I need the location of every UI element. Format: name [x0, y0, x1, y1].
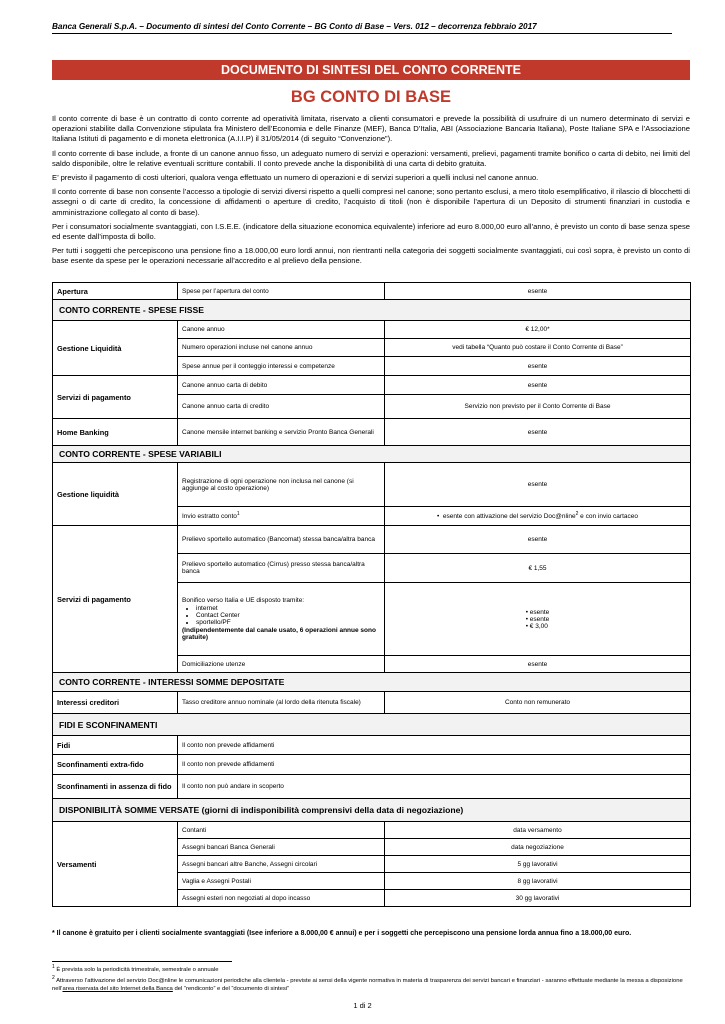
- row-desc: Canone annuo: [178, 321, 385, 339]
- row-value: esente: [385, 656, 691, 673]
- row-desc: Invio estratto conto$^1$: [178, 507, 385, 526]
- main-title: BG CONTO DI BASE: [290, 88, 452, 106]
- table-row: [53, 419, 691, 446]
- row-label: Sconfinamenti in assenza di fido: [53, 775, 178, 799]
- section-header: CONTO CORRENTE - INTERESSI SOMME DEPOSITATE: [53, 673, 691, 692]
- row-desc: Contanti: [178, 822, 385, 839]
- row-desc: Spese per l’apertura del conto: [178, 283, 385, 300]
- row-desc: Il conto non prevede affidamenti: [178, 736, 691, 755]
- row-desc: Assegni esteri non negoziati al dopo incasso: [178, 890, 385, 907]
- section-header: CONTO CORRENTE - SPESE VARIABILI: [53, 446, 691, 463]
- row-label: Home Banking: [53, 419, 178, 446]
- reserved-area-link[interactable]: area riservata del sito Internet della Banca: [62, 985, 173, 992]
- row-value: € 12,00*: [385, 321, 691, 339]
- canone-note: * Il canone è gratuito per i clienti socialmente svantaggiati (Isee inferiore a 8.000,00 € annui) e per i soggetti che percepiscono una pensione lorda annua fino a 18.000,00 euro.: [52, 930, 632, 937]
- intro-paragraph: Il conto corrente di base è un contratto di conto corrente ad operatività limitata, riservato a clienti consumatori e prevede la possibilità di usufruire di un numero determinato di servizi e operazioni stabilite dalla Convenzione stipulata fra Ministero dell’Economia e delle Finanze (MEF), Banca D’Italia, ABI (Associazione Bancaria Italiana), Poste Italiane SPA e l’Associazione Italiana Istituti di pagamento e di moneta elettronica (A.I.I.P) il 31/05/2014 (di seguito “Convenzione”).: [52, 114, 690, 144]
- row-desc: Il conto non prevede affidamenti: [178, 755, 691, 775]
- table-row: [53, 283, 691, 300]
- row-value: • esente con attivazione del servizio Doc@nline$^2$ e con invio cartaceo: [385, 507, 691, 526]
- row-value: € 1,55: [385, 554, 691, 583]
- row-desc: Prelievo sportello automatico (Cirrus) presso stessa banca/altra banca: [178, 554, 385, 583]
- row-value: • esente • esente • € 3,00: [385, 583, 691, 656]
- table-row: [53, 775, 691, 799]
- row-desc: Assegni bancari Banca Generali: [178, 839, 385, 856]
- table-row: [53, 526, 691, 554]
- row-value: esente: [385, 376, 691, 395]
- table-row: [53, 822, 691, 839]
- row-value: 5 gg lavorativi: [385, 856, 691, 873]
- table-row: [53, 321, 691, 339]
- row-desc: Bonifico verso Italia e UE disposto tramite: • internet • Contact Center • sportello/PF (Indipendentemente dal canale usato, 6 operazioni annue sono gratuite): [178, 583, 385, 656]
- row-desc: Prelievo sportello automatico (Bancomat) stessa banca/altra banca: [178, 526, 385, 554]
- row-value: Servizio non previsto per il Conto Corrente di Base: [385, 395, 691, 419]
- intro-paragraph: E’ previsto il pagamento di costi ulteriori, qualora venga effettuato un numero di operazioni e di servizi superiori a quelli inclusi nel canone annuo.: [52, 173, 539, 183]
- row-value: esente: [385, 357, 691, 376]
- row-value: vedi tabella “Quanto può costare il Conto Corrente di Base”: [385, 339, 691, 357]
- row-value: Conto non remunerato: [385, 692, 691, 714]
- footnote-divider: [52, 961, 232, 962]
- row-desc: Numero operazioni incluse nel canone annuo: [178, 339, 385, 357]
- row-label: Apertura: [53, 283, 178, 300]
- row-value: esente: [385, 526, 691, 554]
- row-value: 8 gg lavorativi: [385, 873, 691, 890]
- row-desc: Canone annuo carta di credito: [178, 395, 385, 419]
- banner-title: DOCUMENTO DI SINTESI DEL CONTO CORRENTE: [52, 60, 690, 80]
- row-label: Versamenti: [53, 822, 178, 907]
- row-desc: Registrazione di ogni operazione non inclusa nel canone (si aggiunge al costo operazione): [178, 463, 385, 507]
- section-header: DISPONIBILITÀ SOMME VERSATE (giorni di indisponibilità comprensivi della data di negoziazione): [53, 799, 691, 822]
- row-desc: Spese annue per il conteggio interessi e competenze: [178, 357, 385, 376]
- row-desc: Canone mensile internet banking e servizio Pronto Banca Generali: [178, 419, 385, 446]
- table-row: [53, 463, 691, 507]
- row-value: esente: [385, 419, 691, 446]
- footnotes: [52, 964, 690, 993]
- intro-text: [52, 114, 690, 271]
- document-header: Banca Generali S.p.A. – Documento di sintesi del Conto Corrente – BG Conto di Base – Vers. 012 – decorrenza febbraio 2017: [52, 22, 672, 34]
- row-label: Interessi creditori: [53, 692, 178, 714]
- section-header: CONTO CORRENTE - SPESE FISSE: [53, 300, 691, 321]
- bonifico-channels: • internet • Contact Center • sportello/PF: [182, 605, 380, 626]
- page-number: 1 di 2: [353, 1001, 372, 1010]
- row-label: Gestione liquidità: [53, 463, 178, 526]
- row-value: esente: [385, 463, 691, 507]
- table-row: [53, 692, 691, 714]
- fees-table: [52, 282, 691, 907]
- table-row: [53, 736, 691, 755]
- row-desc: Il conto non può andare in scoperto: [178, 775, 691, 799]
- intro-paragraph: Il conto corrente di base non consente l’accesso a tipologie di servizi diversi rispetto a quelli compresi nel canone; sono pertanto esclusi, a mero titolo esemplificativo, il rilascio di blocchetti di assegni o di carte di credito, la concessione di affidamenti o aperture di credito, l’acquisto di titoli (non è disponibile l’apertura di un Deposito di strumenti finanziari in custodia e amministrazione collegato al conto di base).: [52, 187, 690, 217]
- row-label: Servizi di pagamento: [53, 526, 178, 673]
- row-value: 30 gg lavorativi: [385, 890, 691, 907]
- row-label: Gestione Liquidità: [53, 321, 178, 376]
- row-desc: Vaglia e Assegni Postali: [178, 873, 385, 890]
- intro-paragraph: Per tutti i soggetti che percepiscono una pensione fino a 18.000,00 euro lordi annui, non rientranti nella categoria dei soggetti socialmente svantaggiati, cui così sopra, è previsto un conto di base esente da spese per le operazioni necessarie all’accredito e al prelievo della pensione.: [52, 246, 690, 266]
- row-desc: Assegni bancari altre Banche, Assegni circolari: [178, 856, 385, 873]
- row-value: esente: [385, 283, 691, 300]
- row-label: Servizi di pagamento: [53, 376, 178, 419]
- intro-paragraph: Il conto corrente di base include, a fronte di un canone annuo fisso, un adeguato numero di servizi e operazioni: versamenti, prelievi, pagamenti tramite bonifico o carta di debito, nei limiti del saldo disponibile, oltre le relative eventuali scritture contabili. Il conto prevede anche la disponibilità di una carta di debito gratuita.: [52, 148, 690, 168]
- table-row: [53, 376, 691, 395]
- footnote: $^2$ Attraverso l’attivazione del servizio Doc@nline le comunicazioni periodiche alla clientela - previste ai sensi della vigente normativa in materia di trasparenza dei servizi bancari e finanziari - saranno effettuate mediante la messa a disposizione nell’area riservata del sito Internet della Banca del “rendiconto” e del “documento di sintesi”: [52, 974, 683, 992]
- row-desc: Domiciliazione utenze: [178, 656, 385, 673]
- row-label: Sconfinamenti extra-fido: [53, 755, 178, 775]
- footnote: $^1$ È prevista solo la periodicità trimestrale, semestrale o annuale: [52, 964, 219, 973]
- section-header: FIDI E SCONFINAMENTI: [53, 714, 691, 736]
- table-row: [53, 755, 691, 775]
- row-desc: Canone annuo carta di debito: [178, 376, 385, 395]
- row-value: data negoziazione: [385, 839, 691, 856]
- row-desc: Tasso creditore annuo nominale (al lordo della ritenuta fiscale): [178, 692, 385, 714]
- row-value: data versamento: [385, 822, 691, 839]
- row-label: Fidi: [53, 736, 178, 755]
- intro-paragraph: Per i consumatori socialmente svantaggiati, con I.S.E.E. (indicatore della situazione economica equivalente) inferiore ad euro 8.000,00 euro all’anno, è previsto un conto di base senza spese ed esente dall’imposta di bollo.: [52, 221, 690, 242]
